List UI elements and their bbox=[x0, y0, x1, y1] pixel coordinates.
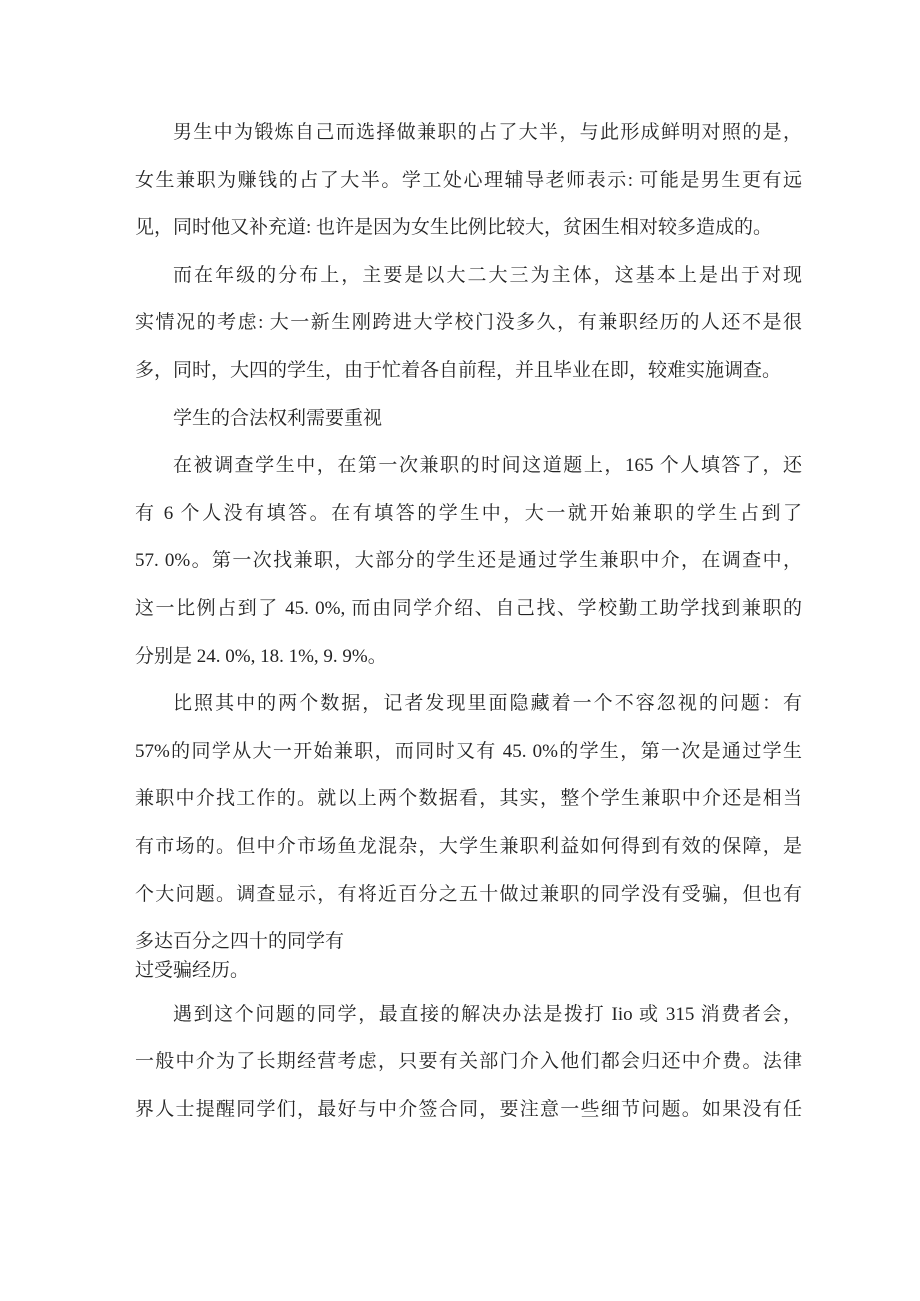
text-line: 而在年级的分布上，主要是以大二大三为主体，这基本上是出于对现 bbox=[173, 264, 802, 286]
text-line: 学生的合法权利需要重视 bbox=[173, 407, 383, 429]
document-text-block bbox=[135, 0, 802, 1133]
text-line: 见，同时他又补充道: 也许是因为女生比例比较大，贫困生相对较多造成的。 bbox=[135, 217, 773, 239]
text-line: 女生兼职为赚钱的占了大半。学工处心理辅导老师表示: 可能是男生更有远 bbox=[135, 169, 802, 191]
text-line: 个大问题。调查显示，有将近百分之五十做过兼职的同学没有受骗，但也有 bbox=[135, 883, 802, 905]
text-line: 兼职中介找工作的。就以上两个数据看，其实，整个学生兼职中介还是相当 bbox=[135, 788, 802, 810]
text-line: 有 6 个人没有填答。在有填答的学生中，大一就开始兼职的学生占到了 bbox=[135, 502, 802, 524]
text-line: 多，同时，大四的学生，由于忙着各自前程，并且毕业在即，较难实施调查。 bbox=[135, 359, 782, 381]
text-line: 多达百分之四十的同学有 bbox=[135, 931, 345, 953]
text-line: 57. 0%。第一次找兼职，大部分的学生还是通过学生兼职中介，在调查中， bbox=[135, 550, 802, 572]
text-line: 一般中介为了长期经营考虑，只要有关部门介入他们都会归还中介费。法律 bbox=[135, 1051, 802, 1073]
text-line: 遇到这个问题的同学，最直接的解决办法是拨打 Iio 或 315 消费者会， bbox=[173, 1003, 802, 1025]
text-line: 界人士提醒同学们，最好与中介签合同，要注意一些细节问题。如果没有任 bbox=[135, 1098, 802, 1120]
text-line: 比照其中的两个数据，记者发现里面隐藏着一个不容忽视的问题：有 bbox=[173, 693, 802, 715]
text-line: 实情况的考虑: 大一新生刚跨进大学校门没多久，有兼职经历的人还不是很 bbox=[135, 312, 802, 334]
text-line: 过受骗经历。 bbox=[135, 959, 250, 981]
text-line: 57%的同学从大一开始兼职，而同时又有 45. 0%的学生，第一次是通过学生 bbox=[135, 740, 802, 762]
text-line: 这一比例占到了 45. 0%, 而由同学介绍、自己找、学校勤工助学找到兼职的 bbox=[135, 597, 802, 619]
text-line: 在被调查学生中，在第一次兼职的时间这道题上，165 个人填答了，还 bbox=[173, 455, 802, 477]
text-line: 男生中为锻炼自己而选择做兼职的占了大半，与此形成鲜明对照的是， bbox=[173, 122, 802, 143]
text-line: 有市场的。但中介市场鱼龙混杂，大学生兼职利益如何得到有效的保障，是 bbox=[135, 835, 802, 857]
text-line: 分别是 24. 0%, 18. 1%, 9. 9%。 bbox=[135, 645, 387, 667]
